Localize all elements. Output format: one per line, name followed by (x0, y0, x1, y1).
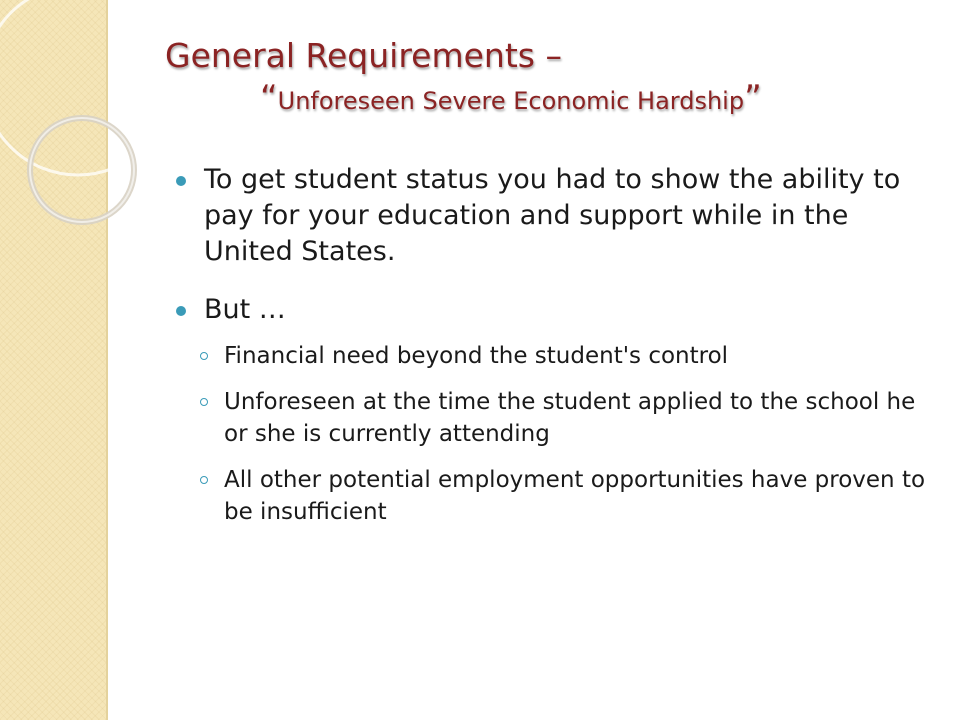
sub-bullet-ring-icon (200, 398, 208, 406)
sub-bullet-item (200, 386, 942, 450)
open-quote: “ (260, 78, 278, 118)
sub-bullet-item (200, 464, 942, 528)
sub-bullet-ring-icon (200, 352, 208, 360)
slide-title (165, 34, 925, 121)
bullet-item (172, 162, 942, 270)
sub-bullet-text: All other potential employment opportunities have proven to be insufficient (224, 467, 926, 525)
title-subtitle: Unforeseen Severe Economic Hardship (277, 87, 745, 115)
sub-bullet-item (200, 340, 942, 372)
slide-content (172, 162, 942, 542)
title-line-2 (260, 78, 925, 121)
title-line-1: General Requirements – (165, 36, 562, 75)
sub-bullet-text: Financial need beyond the student's control (224, 343, 729, 369)
bullet-dot-icon (176, 306, 186, 316)
bullet-dot-icon (176, 176, 186, 186)
sub-bullet-ring-icon (200, 476, 208, 484)
bullet-item (172, 292, 942, 328)
bullet-text: To get student status you had to show the ability to pay for your education and support while in the United States. (204, 164, 901, 267)
sub-bullet-text: Unforeseen at the time the student applied to the school he or she is currently attending (224, 389, 916, 447)
close-quote: ” (744, 78, 762, 118)
bullet-text: But … (204, 294, 286, 325)
